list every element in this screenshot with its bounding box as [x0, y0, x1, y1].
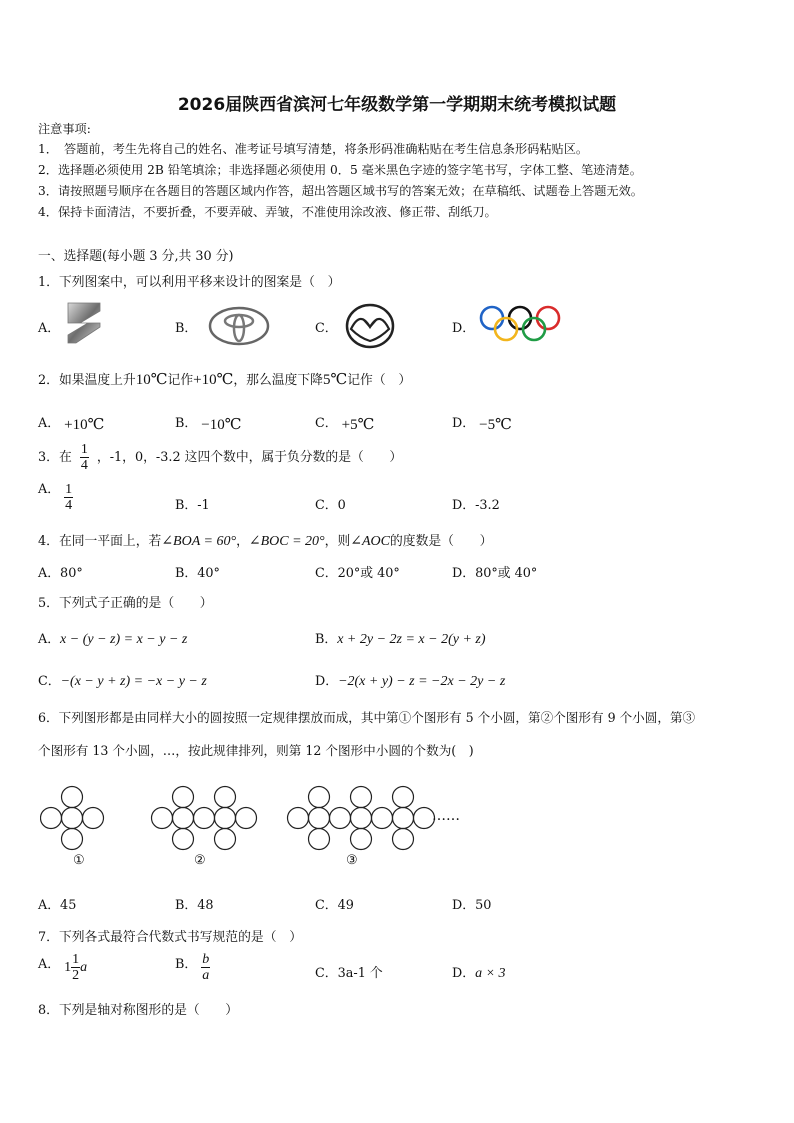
- q2-option-c-label: C．: [315, 416, 338, 431]
- q3-option-a-fraction: [64, 482, 73, 513]
- q3-text-2: ，-1，0，-3.2 这四个数中，属于负分数的是（ ）: [96, 450, 403, 465]
- q1-option-d-label: D．: [452, 321, 476, 336]
- page-title: 2026届陕西省滨河七年级数学第一学期期末统考模拟试题: [177, 95, 617, 115]
- q5-option-d: [315, 670, 505, 690]
- q3-option-c-label: C．: [315, 498, 338, 513]
- q7-option-c-value: 3a-1 个: [337, 966, 383, 981]
- q5-option-a-value: x − (y − z) = x − y − z: [60, 632, 188, 647]
- q5-option-d-value: −2(x + y) − z = −2x − 2y − z: [338, 674, 506, 689]
- q6-figure-1-circle: [62, 787, 83, 808]
- q7-option-b-denominator: a: [202, 968, 210, 983]
- toyota-logo-icon: [208, 306, 270, 350]
- q6-figure-1-circle: [62, 808, 83, 829]
- q4-option-c: [315, 562, 400, 581]
- q6-figure-3-circle: [330, 808, 351, 829]
- q3-option-a-label: A．: [38, 482, 61, 497]
- mazda-logo-icon: [345, 303, 395, 353]
- q6-option-a: [38, 894, 76, 913]
- q6-figure-2-circle: [173, 808, 194, 829]
- q3-option-c-value: 0: [337, 498, 346, 513]
- q6-option-d-value: 50: [475, 898, 492, 913]
- notice-item-2: 2．选择题必须使用 2B 铅笔填涂；非选择题必须使用 0．5 毫米黑色字迹的签字笔书写，字体工整、笔迹清楚。: [38, 163, 642, 177]
- q6-figure-2-circle: [215, 829, 236, 850]
- q6-figure-2-label: ②: [194, 853, 206, 868]
- q5-option-d-label: D．: [315, 674, 339, 689]
- q7-option-b-numerator: b: [202, 952, 210, 967]
- q6-figure-1-circle: [62, 829, 83, 850]
- q6-figure-3-label: ③: [346, 853, 358, 868]
- olympic-rings-icon: [478, 304, 562, 348]
- q6-figure-3-circle: [351, 829, 372, 850]
- q6-option-c-label: C．: [315, 898, 338, 913]
- q5-option-a-label: A．: [38, 632, 61, 647]
- q6-option-b-value: 48: [197, 898, 214, 913]
- q6-figure-3-circle: [309, 808, 330, 829]
- q6-option-c-value: 49: [337, 898, 354, 913]
- q2-option-d: [452, 412, 512, 432]
- q6-figure-2-circle: [215, 787, 236, 808]
- q6-option-d-label: D．: [452, 898, 476, 913]
- q4-option-d-value: 80°或 40°: [475, 566, 538, 581]
- q3-option-a: [38, 482, 73, 513]
- q1-option-a-label: A．: [38, 321, 61, 336]
- q4-option-c-label: C．: [315, 566, 338, 581]
- notice-item-4: 4．保持卡面清洁，不要折叠，不要弄破、弄皱，不准使用涂改液、修正带、刮纸刀。: [38, 205, 497, 219]
- q6-option-a-label: A．: [38, 898, 61, 913]
- q2-option-c-value: +5℃: [341, 417, 375, 433]
- q2-text-1: 2．如果温度上升: [38, 373, 136, 388]
- q7-option-b-label: B．: [175, 957, 198, 972]
- q4-option-b-label: B．: [175, 566, 198, 581]
- q3-option-d-label: D．: [452, 498, 476, 513]
- q4-stem: [38, 530, 492, 550]
- q7-option-c-label: C．: [315, 966, 338, 981]
- q2-option-d-label: D．: [452, 416, 476, 431]
- q6-figure-1-circle: [41, 808, 62, 829]
- q2-option-b-label: B．: [175, 416, 198, 431]
- q3-text-1: 3．在: [38, 450, 72, 465]
- q2-value-1: 10℃: [135, 372, 168, 388]
- q6-option-b-label: B．: [175, 898, 198, 913]
- q7-option-c: [315, 962, 383, 981]
- q3-option-b-value: -1: [197, 498, 210, 513]
- q7-option-d-label: D．: [452, 966, 476, 981]
- q1-stem: 1．下列图案中，可以利用平移来设计的图案是（ ）: [38, 275, 341, 290]
- q2-option-b: [175, 412, 242, 432]
- q2-option-c: [315, 412, 374, 432]
- q6-figure-2-circle: [173, 829, 194, 850]
- q7-option-d: [452, 962, 506, 982]
- q2-text-4: 记作（ ）: [347, 373, 412, 388]
- q6-option-a-value: 45: [60, 898, 77, 913]
- q4-math-1: ∠BOA = 60°: [161, 534, 237, 549]
- q6-figure-3-circle: [309, 787, 330, 808]
- q6-stem-line-1: 6．下列图形都是由同样大小的圆按照一定规律摆放而成，其中第①个图形有 5 个小圆，第②个图形有 9 个小圆，第③: [38, 710, 696, 725]
- q4-option-b: [175, 562, 220, 581]
- q7-option-a-fraction: [71, 952, 80, 983]
- q1-option-c-label: C．: [315, 321, 338, 336]
- q3-option-d-value: -3.2: [475, 498, 500, 513]
- q5-option-c-label: C．: [38, 674, 61, 689]
- q4-text-3: ，则: [324, 534, 351, 549]
- q7-option-a-denominator: 2: [72, 968, 80, 983]
- q3-option-b-label: B．: [175, 498, 198, 513]
- q3-option-a-numerator: 1: [65, 482, 73, 497]
- notice-item-3: 3．请按照题号顺序在各题目的答题区域内作答，超出答题区域书写的答案无效；在草稿纸、试题卷上答题无效。: [38, 184, 643, 198]
- q3-option-a-denominator: 4: [65, 498, 73, 513]
- q7-option-a: [38, 952, 87, 983]
- q4-option-a: [38, 562, 83, 581]
- q4-text-1: 4．在同一平面上，若: [38, 534, 162, 549]
- q3-option-d: [452, 494, 500, 513]
- q6-figure-1-circle: [83, 808, 104, 829]
- q8-stem: 8．下列是轴对称图形的是（ ）: [38, 1003, 239, 1018]
- q4-option-d-label: D．: [452, 566, 476, 581]
- q6-figure-3-circle: [309, 829, 330, 850]
- q5-stem: 5．下列式子正确的是（ ）: [38, 596, 213, 611]
- q6-figure-3-circle: [351, 787, 372, 808]
- q1-option-b-label: B．: [175, 321, 198, 336]
- q2-value-2: +10℃: [193, 372, 234, 388]
- q5-option-b-label: B．: [315, 632, 338, 647]
- q6-option-b: [175, 894, 214, 913]
- q6-figure-2-circle: [215, 808, 236, 829]
- q4-option-c-value: 20°或 40°: [337, 566, 400, 581]
- q5-option-b: [315, 628, 486, 648]
- q6-figure-3-circle: [393, 787, 414, 808]
- q4-text-2: ，: [236, 534, 249, 549]
- q2-option-b-value: −10℃: [201, 417, 242, 433]
- q6-figure-1-label: ①: [73, 853, 85, 868]
- q7-option-a-numerator: 1: [72, 952, 80, 967]
- q4-option-d: [452, 562, 537, 581]
- q5-option-c-value: −(x − y + z) = −x − y − z: [60, 674, 207, 689]
- q7-option-a-whole: 1: [64, 960, 72, 975]
- q2-option-a: [38, 412, 104, 432]
- q7-option-a-label: A．: [38, 957, 61, 972]
- q6-figure-2-circle: [236, 808, 257, 829]
- q4-math-2: ∠BOC = 20°: [248, 534, 325, 549]
- q3-option-c: [315, 494, 346, 513]
- q5-option-c: [38, 670, 207, 690]
- q7-option-b-fraction: [201, 952, 210, 983]
- q6-option-d: [452, 894, 491, 913]
- q7-option-d-value: a × 3: [475, 966, 506, 981]
- q6-stem-line-2: 个图形有 13 个小圆，…，按此规律排列，则第 12 个图形中小圆的个数为( ): [38, 743, 474, 758]
- q3-fraction-denominator: 4: [80, 458, 88, 473]
- q2-option-a-label: A．: [38, 416, 61, 431]
- q5-option-a: [38, 628, 187, 648]
- q6-figure-2-circle: [194, 808, 215, 829]
- q6-ellipsis: ……: [432, 808, 460, 824]
- q6-figure-3-circle: [372, 808, 393, 829]
- q2-text-3: ，那么温度下降: [233, 373, 323, 388]
- q2-value-3: 5℃: [322, 372, 348, 388]
- q6-figure-3-circle: [351, 808, 372, 829]
- notice-heading: 注意事项:: [38, 122, 91, 136]
- section-heading: 一、选择题(每小题 3 分,共 30 分): [38, 249, 234, 264]
- q2-text-2: 记作: [167, 373, 194, 388]
- q6-figure-3-circle: [393, 808, 414, 829]
- q2-option-a-value: +10℃: [64, 417, 105, 433]
- q6-figure-2-circle: [173, 787, 194, 808]
- q3-option-b: [175, 494, 210, 513]
- suzuki-logo-icon: [60, 297, 108, 353]
- q6-figure-2-circle: [152, 808, 173, 829]
- q4-option-a-label: A．: [38, 566, 61, 581]
- q4-option-b-value: 40°: [197, 566, 220, 581]
- q6-circle-figures: [40, 785, 490, 884]
- q2-stem: [38, 369, 411, 389]
- q2-option-d-value: −5℃: [479, 417, 512, 433]
- q6-figure-3-circle: [393, 829, 414, 850]
- q7-stem: 7．下列各式最符合代数式书写规范的是（ ）: [38, 930, 303, 945]
- notice-item-1: 1． 答题前，考生先将自己的姓名、准考证号填写清楚，将条形码准确粘贴在考生信息条形码粘贴区。: [38, 142, 589, 156]
- q3-stem: [38, 442, 402, 473]
- q4-text-4: 的度数是（ ）: [389, 534, 493, 549]
- q4-math-3: ∠AOC: [350, 534, 390, 549]
- q6-option-c: [315, 894, 354, 913]
- q6-figure-3-circle: [288, 808, 309, 829]
- q7-option-a-variable: a: [80, 960, 88, 975]
- q3-fraction: [80, 442, 89, 473]
- q3-fraction-numerator: 1: [80, 442, 88, 457]
- q5-option-b-value: x + 2y − 2z = x − 2(y + z): [337, 632, 486, 647]
- q7-option-b: [175, 952, 210, 983]
- q4-option-a-value: 80°: [60, 566, 83, 581]
